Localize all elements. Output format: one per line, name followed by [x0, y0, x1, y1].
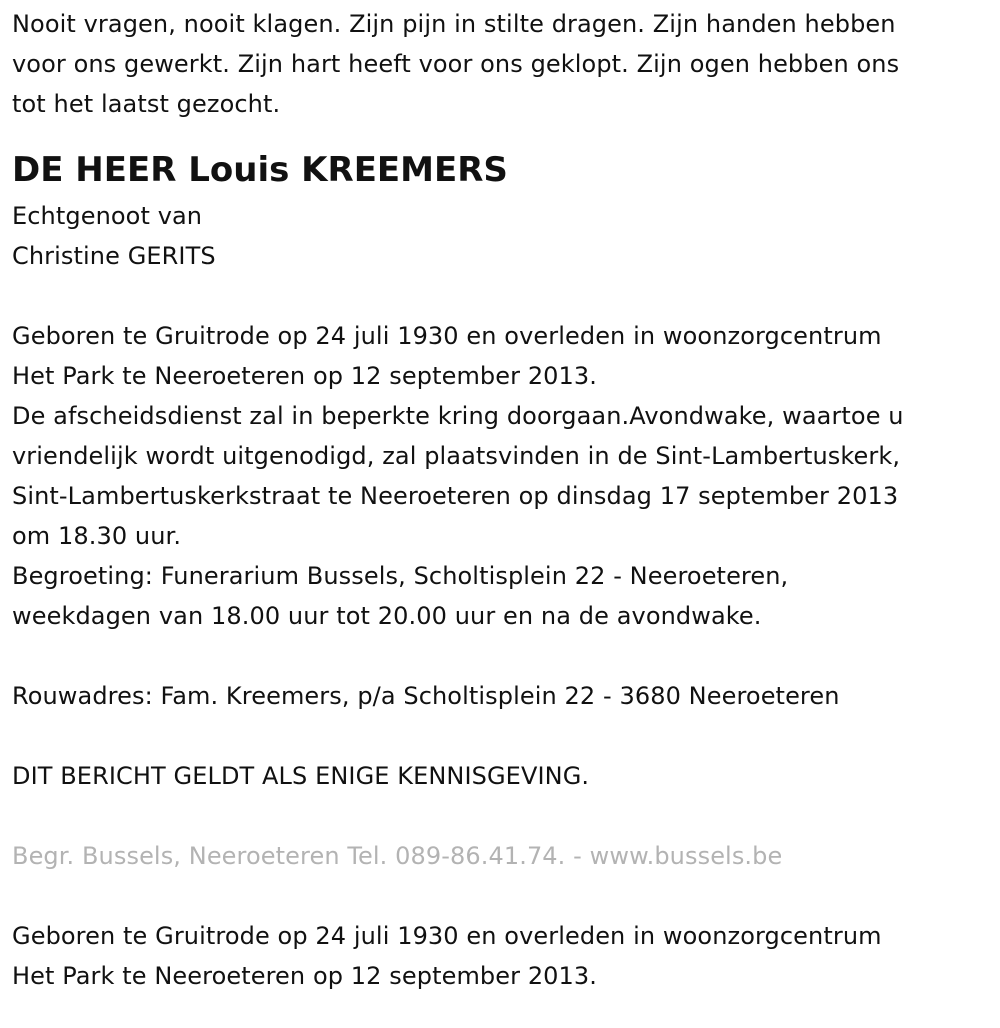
poem-line: tot het laatst gezocht. — [12, 90, 281, 118]
spouse-block — [12, 196, 988, 276]
details-line: Het Park te Neeroeteren op 12 september 2013. — [12, 962, 598, 990]
details-line: vriendelijk wordt uitgenodigd, zal plaatsvinden in de Sint-Lambertuskerk, — [12, 442, 901, 470]
details-line: Begroeting: Funerarium Bussels, Scholtisplein 22 - Neeroeteren, — [12, 562, 789, 590]
repeat-details-block — [12, 916, 988, 996]
poem-line: voor ons gewerkt. Zijn hart heeft voor ons geklopt. Zijn ogen hebben ons — [12, 50, 900, 78]
undertaker-info: Begr. Bussels, Neeroeteren Tel. 089-86.41.74. - www.bussels.be — [12, 842, 783, 870]
poem-block — [12, 4, 988, 124]
details-line: om 18.30 uur. — [12, 522, 182, 550]
details-line: Sint-Lambertuskerkstraat te Neeroeteren op dinsdag 17 september 2013 — [12, 482, 899, 510]
details-line: Geboren te Gruitrode op 24 juli 1930 en overleden in woonzorgcentrum — [12, 322, 882, 350]
notice-text: DIT BERICHT GELDT ALS ENIGE KENNISGEVING. — [12, 762, 590, 790]
details-line: De afscheidsdienst zal in beperkte kring doorgaan.Avondwake, waartoe u — [12, 402, 904, 430]
spacer — [12, 276, 988, 316]
mourning-address: Rouwadres: Fam. Kreemers, p/a Scholtisplein 22 - 3680 Neeroeteren — [12, 682, 840, 710]
spacer — [12, 796, 988, 836]
spacer — [12, 876, 988, 916]
spouse-name: Christine GERITS — [12, 242, 216, 270]
details-line: weekdagen van 18.00 uur tot 20.00 uur en na de avondwake. — [12, 602, 762, 630]
poem-line: Nooit vragen, nooit klagen. Zijn pijn in stilte dragen. Zijn handen hebben — [12, 10, 896, 38]
details-line: Geboren te Gruitrode op 24 juli 1930 en overleden in woonzorgcentrum — [12, 922, 882, 950]
details-line: Het Park te Neeroeteren op 12 september 2013. — [12, 362, 598, 390]
spouse-label: Echtgenoot van — [12, 202, 203, 230]
details-block — [12, 316, 988, 636]
spacer — [12, 716, 988, 756]
spacer — [12, 636, 988, 676]
deceased-name-heading: DE HEER Louis KREEMERS — [12, 150, 508, 190]
